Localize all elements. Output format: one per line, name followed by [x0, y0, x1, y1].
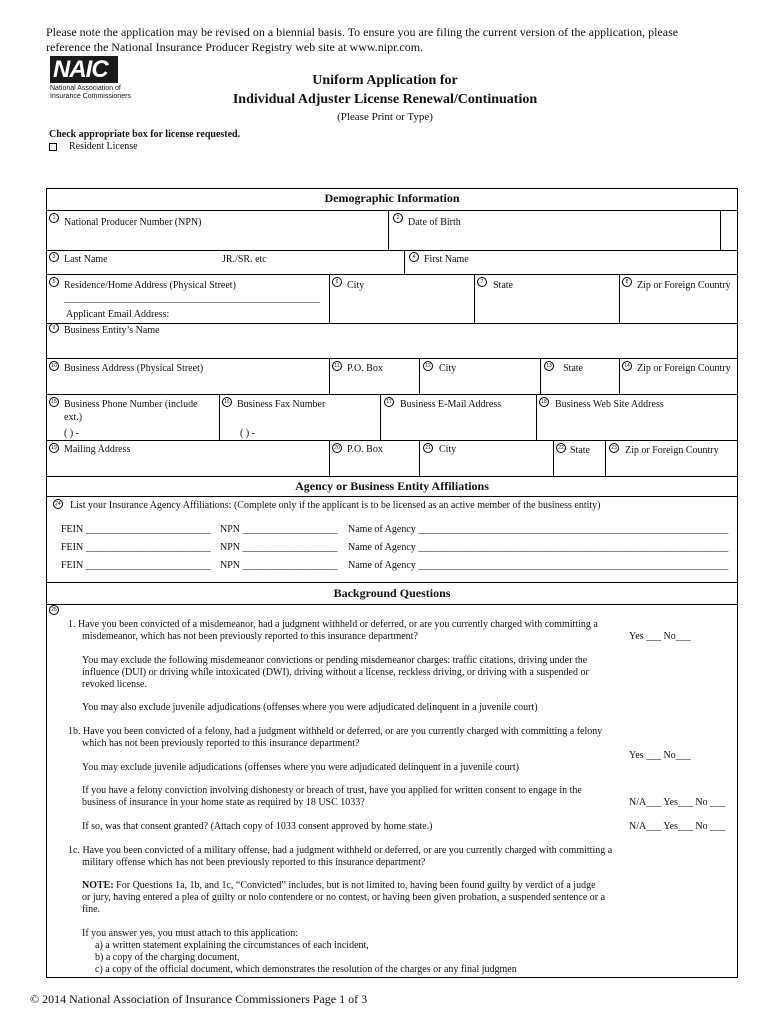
divider	[474, 274, 475, 324]
field-number-marker: 9	[49, 323, 59, 333]
agency-heading: Agency or Business Entity Affiliations	[295, 479, 489, 493]
field-number-marker: 3	[49, 252, 59, 262]
agency-npn-field[interactable]: NPN ___________________	[220, 560, 338, 571]
field-number-marker: 4	[409, 252, 419, 262]
business-fax-mask[interactable]: ( ) -	[240, 428, 255, 439]
divider	[329, 440, 330, 476]
divider	[388, 210, 389, 250]
question-1c-line-1: 1c. Have you been convicted of a military offense, had a judgment withheld or deferred, or are you currently charged with committing a	[68, 845, 613, 856]
divider	[46, 582, 738, 583]
field-number-marker: 11	[332, 361, 342, 371]
date-of-birth-label[interactable]: Date of Birth	[408, 217, 461, 228]
divider	[540, 358, 541, 394]
field-number-marker: 17	[384, 397, 394, 407]
question-1a-exclusion-1: You may exclude the following misdemeanor convictions or pending misdemeanor charges: traffic citations, driving under the	[82, 655, 588, 666]
mailing-city-label[interactable]: City	[439, 444, 457, 455]
note-label: NOTE:	[82, 880, 114, 891]
conviction-note-line-1	[82, 880, 596, 892]
logo-subtitle-1: National Association of	[50, 85, 121, 92]
divider	[619, 274, 620, 324]
revision-notice	[46, 25, 736, 55]
applicant-email-label[interactable]: Applicant Email Address:	[66, 309, 170, 320]
question-1a-line-2: misdemeanor, which has not been previously reported to this insurance department?	[82, 631, 418, 642]
question-1b-consent-answer[interactable]: N/A___ Yes___ No ___	[629, 797, 726, 808]
business-phone-mask[interactable]: ( ) -	[64, 428, 79, 439]
residence-address-label[interactable]: Residence/Home Address (Physical Street)	[64, 280, 236, 291]
npn-label[interactable]: National Producer Number (NPN)	[64, 217, 202, 228]
field-number-marker: 14	[622, 361, 632, 371]
agency-name-field[interactable]: Name of Agency ______________________________________________________________	[348, 560, 729, 571]
divider	[46, 476, 738, 477]
field-number-marker: 22	[556, 443, 566, 453]
logo-wordmark: NAIC	[50, 56, 118, 83]
divider	[46, 323, 738, 324]
divider	[619, 358, 620, 394]
question-1a-answer[interactable]: Yes ___ No___	[629, 631, 691, 642]
divider	[329, 274, 330, 324]
divider	[46, 210, 738, 211]
question-1c-line-2: military offense which has not been previously reported to this insurance department?	[82, 857, 426, 868]
residence-state-label[interactable]: State	[493, 280, 513, 291]
agency-instruction: List your Insurance Agency Affiliations: (Complete only if the applicant is to be licensed as an active member of the business entity)	[70, 500, 601, 511]
business-website-label[interactable]: Business Web Site Address	[555, 399, 664, 410]
mailing-address-label[interactable]: Mailing Address	[64, 444, 131, 455]
divider	[46, 604, 738, 605]
field-number-marker: 18	[539, 397, 549, 407]
question-1b-granted-answer[interactable]: N/A___ Yes___ No ___	[629, 821, 726, 832]
divider	[329, 358, 330, 394]
business-po-box-label[interactable]: P.O. Box	[347, 363, 383, 374]
last-name-label[interactable]: Last Name	[64, 254, 108, 265]
business-phone-ext-label: ext.)	[64, 412, 83, 423]
notice-line-1: Please note the application may be revised on a biennial basis. To ensure you are filing the current version of the application, please	[46, 25, 679, 39]
resident-license-label: Resident License	[69, 141, 138, 152]
divider	[536, 394, 537, 440]
field-number-marker: 12	[423, 361, 433, 371]
question-1a-exclusion-3: revoked license.	[82, 679, 147, 690]
question-1a-line-1: 1. Have you been convicted of a misdemeanor, had a judgment withheld or deferred, or are you currently charged with committing a	[68, 619, 598, 630]
note-text: For Questions 1a, 1b, and 1c, “Convicted” includes, but is not limited to, having been found guilty by verdict of a judge	[113, 880, 596, 891]
divider	[553, 440, 554, 476]
field-number-marker: 20	[332, 443, 342, 453]
question-1a-exclusion-2: influence (DUI) or driving while intoxicated (DWI), driving without a license, reckless driving, or driving with a suspended or	[82, 667, 589, 678]
business-phone-label[interactable]: Business Phone Number (include	[64, 399, 198, 410]
mailing-zip-label[interactable]: Zip or Foreign Country	[625, 445, 719, 456]
question-1b-consent-line-2: business of insurance in your home state as required by 18 USC 1033?	[82, 797, 365, 808]
divider	[219, 394, 220, 440]
field-number-marker: 10	[49, 361, 59, 371]
field-number-marker: 19	[49, 443, 59, 453]
divider	[46, 274, 738, 275]
business-zip-label[interactable]: Zip or Foreign Country	[637, 363, 731, 374]
agency-fein-field[interactable]: FEIN _________________________	[61, 560, 211, 571]
divider	[419, 440, 420, 476]
mailing-state-label[interactable]: State	[570, 445, 590, 456]
question-1b-line-2: which has not been previously reported to this insurance department?	[82, 738, 360, 749]
field-number-marker: 16	[222, 397, 232, 407]
form-title-line-2: Individual Adjuster License Renewal/Continuation	[232, 92, 538, 107]
question-1b-consent-line-1: If you have a felony conviction involving dishonesty or breach of trust, have you applied for written consent to engage in the	[82, 785, 582, 796]
agency-name-field[interactable]: Name of Agency ______________________________________________________________	[348, 524, 729, 535]
field-number-marker: 21	[423, 443, 433, 453]
business-city-label[interactable]: City	[439, 363, 457, 374]
residence-city-label[interactable]: City	[347, 280, 365, 291]
field-number-marker: 8	[622, 277, 632, 287]
conviction-note-line-3: fine.	[82, 904, 101, 915]
agency-name-field[interactable]: Name of Agency ______________________________________________________________	[348, 542, 729, 553]
business-entity-name-label[interactable]: Business Entity’s Name	[64, 325, 160, 336]
attachment-item-c: c) a copy of the official document, which demonstrates the resolution of the charges or any final judgmen	[95, 964, 517, 975]
divider	[404, 250, 405, 274]
field-number-marker: 1	[49, 213, 59, 223]
form-title-line-1: Uniform Application for	[312, 73, 458, 88]
residence-zip-label[interactable]: Zip or Foreign Country	[637, 280, 731, 291]
page-footer: © 2014 National Association of Insurance Commissioners Page 1 of 3	[30, 992, 368, 1006]
divider	[46, 440, 738, 441]
field-number-marker: 13	[544, 361, 554, 371]
attachment-intro: If you answer yes, you must attach to this application:	[82, 928, 299, 939]
background-heading: Background Questions	[333, 586, 451, 600]
field-number-marker: 6	[332, 277, 342, 287]
address-underline	[64, 302, 320, 303]
field-number-marker: 25	[49, 605, 59, 615]
notice-line-2: reference the National Insurance Producer Registry web site at www.nipr.com.	[46, 40, 424, 54]
field-number-marker: 2	[393, 213, 403, 223]
divider	[720, 210, 721, 250]
business-address-label[interactable]: Business Address (Physical Street)	[64, 363, 204, 374]
field-number-marker: 7	[477, 277, 487, 287]
attachment-item-a: a) a written statement explaining the circumstances of each incident,	[95, 940, 369, 951]
divider	[46, 496, 738, 497]
conviction-note-line-2: or jury, having entered a plea of guilty or nolo contendere or no contest, or having been given probation, a suspended sentence or a	[82, 892, 606, 903]
field-number-marker: 15	[49, 397, 59, 407]
first-name-label[interactable]: First Name	[424, 254, 469, 265]
question-1b-granted: If so, was that consent granted? (Attach copy of 1033 consent approved by home state.)	[82, 821, 433, 832]
business-email-label[interactable]: Business E-Mail Address	[400, 399, 502, 410]
field-number-marker: 23	[609, 443, 619, 453]
business-state-label[interactable]: State	[563, 363, 583, 374]
attachment-item-b: b) a copy of the charging document,	[95, 952, 240, 963]
field-number-marker: 24	[53, 499, 63, 509]
divider	[605, 440, 606, 476]
resident-license-checkbox[interactable]	[49, 143, 57, 151]
business-fax-label[interactable]: Business Fax Number	[237, 399, 326, 410]
question-1b-answer[interactable]: Yes ___ No___	[629, 750, 691, 761]
divider	[419, 358, 420, 394]
resident-license-option[interactable]	[49, 141, 138, 152]
question-1b-line-1: 1b. Have you been convicted of a felony, had a judgment withheld or deferred, or are you currently charged with committing a felony	[68, 726, 603, 737]
question-1b-exclusion: You may exclude juvenile adjudications (offenses where you were adjudicated delinquent in a juvenile court)	[82, 762, 519, 773]
mailing-po-box-label[interactable]: P.O. Box	[347, 444, 383, 455]
logo-subtitle-2: Insurance Commissioners	[50, 93, 131, 100]
agency-npn-field[interactable]: NPN ___________________	[220, 524, 338, 535]
demographic-heading: Demographic Information	[324, 191, 460, 205]
divider	[46, 358, 738, 359]
divider	[46, 250, 738, 251]
agency-npn-field[interactable]: NPN ___________________	[220, 542, 338, 553]
divider	[380, 394, 381, 440]
form-subtitle: (Please Print or Type)	[337, 111, 433, 123]
agency-fein-field[interactable]: FEIN _________________________	[61, 542, 211, 553]
agency-fein-field[interactable]: FEIN _________________________	[61, 524, 211, 535]
divider	[46, 394, 738, 395]
license-type-prompt: Check appropriate box for license requested.	[49, 129, 241, 140]
field-number-marker: 5	[49, 277, 59, 287]
question-1a-exclusion-4: You may also exclude juvenile adjudications (offenses where you were adjudicated delinquent in a juvenile court)	[82, 702, 538, 713]
jr-sr-label[interactable]: JR./SR. etc	[222, 254, 267, 265]
